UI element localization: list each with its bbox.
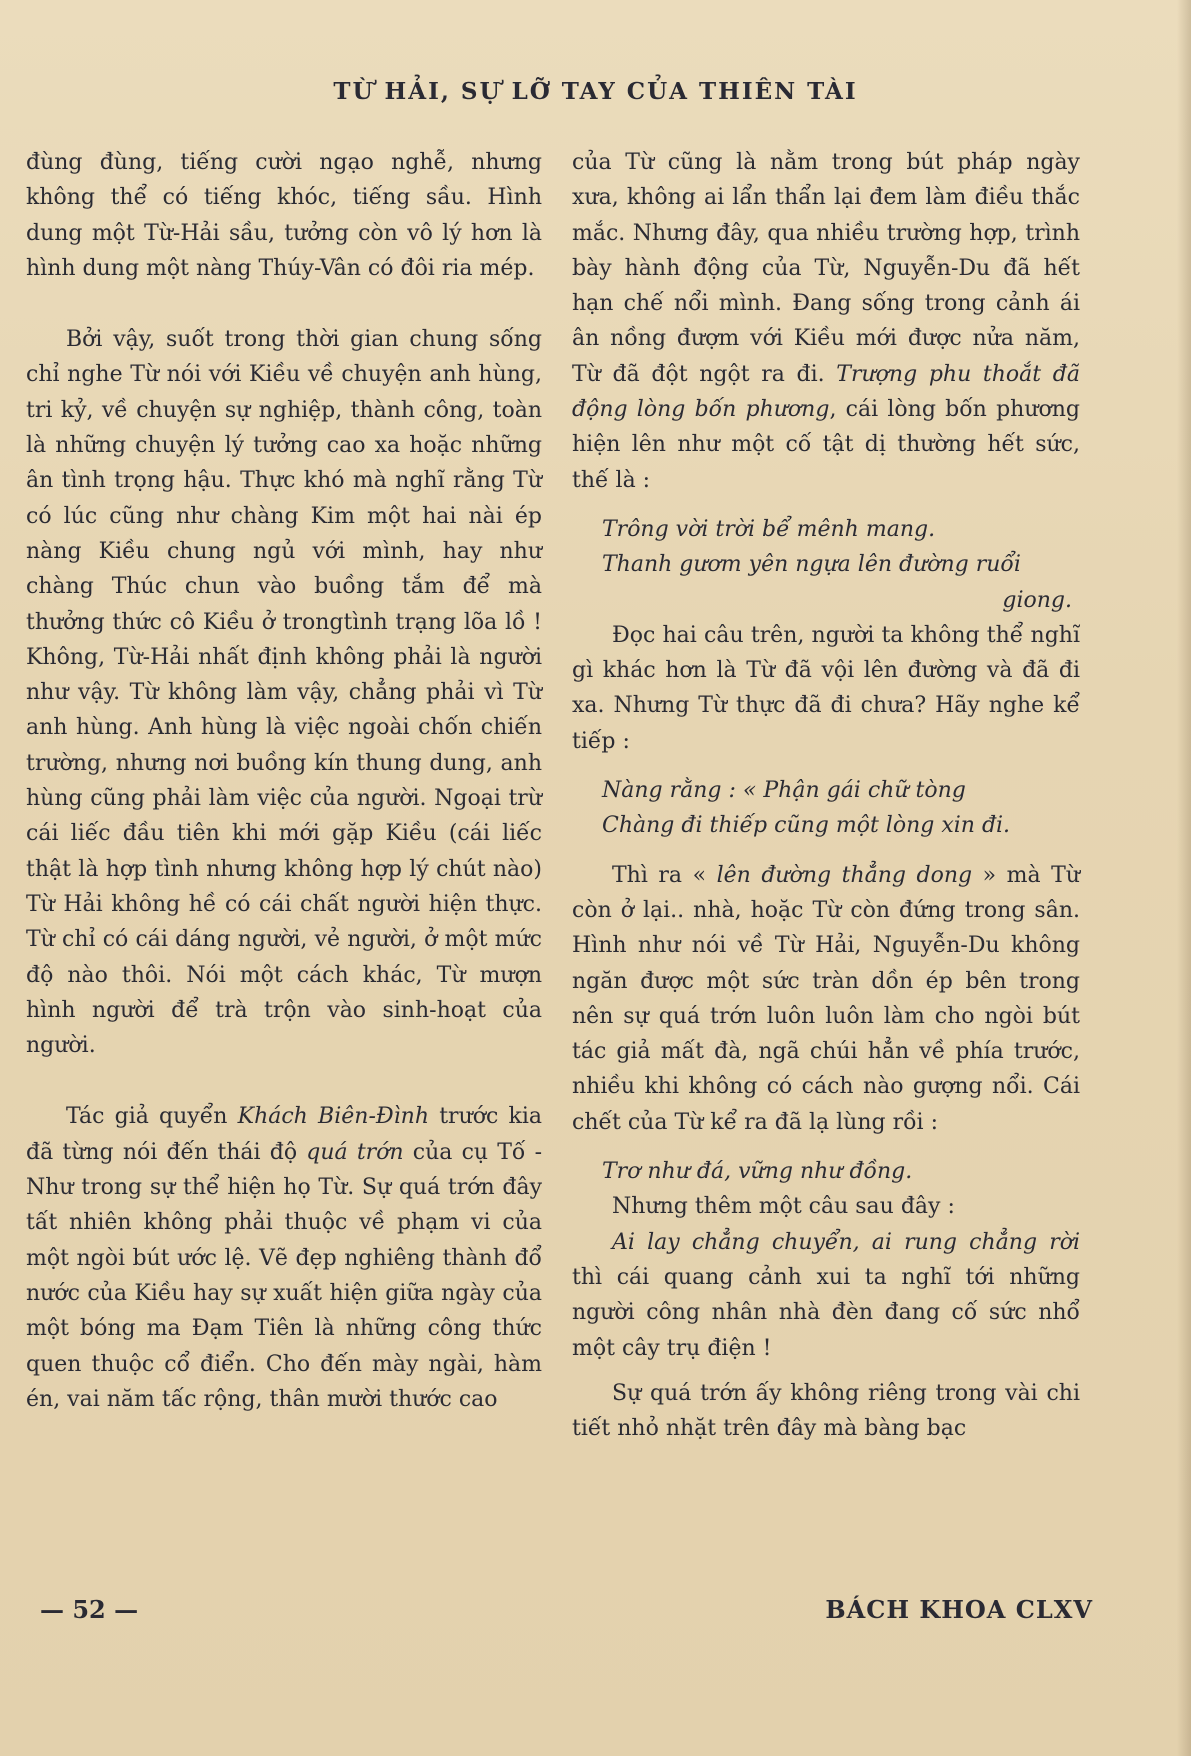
right-column	[572, 145, 1080, 1446]
right-paragraph-3-text-b: » mà Từ còn ở lại.. nhà, hoặc Từ còn đứng trong sân. Hình như nói về Từ Hải, Nguyễn-Du không ngăn được một sức tràn dồn ép bên trong nên sự quá trớn luôn luôn làm cho ngòi bút tác giả mất đà, ngã chúi hẳn về phía trước, nhiều khi không có cách nào gượng nổi. Cái chết của Từ kể ra đã lạ lùng rồi :	[572, 862, 1080, 1135]
left-paragraph-3-text-c: của cụ Tố - Như trong sự thể hiện họ Từ. Sự quá trớn đây tất nhiên không phải thuộc về phạm vi của một ngòi bút ước lệ. Vẽ đẹp nghiêng thành đổ nước của Kiều hay sự xuất hiện giữa ngày của một bóng ma Đạm Tiên là những công thức quen thuộc cổ điển. Cho đến mày ngài, hàm én, vai năm tấc rộng, thân mười thước cao	[26, 1139, 542, 1412]
right-paragraph-1	[572, 145, 1080, 498]
left-paragraph-3-text-a: Tác giả quyển	[66, 1104, 238, 1130]
right-paragraph-1-text-a: của Từ cũng là nằm trong bút pháp ngày xưa, không ai lẩn thẩn lại đem làm điều thắc mắc. Nhưng đây, qua nhiều trường hợp, trình bày hành động của Từ, Nguyễn-Du đã hết hạn chế nổi mình. Đang sống trong cảnh ái ân nồng đượm với Kiều mới được nửa năm, Từ đã đột ngột ra đi.	[572, 150, 1080, 387]
verse-1-line-1: Trông vời trời bể mênh mang.	[602, 516, 936, 542]
verse-2-line-2: Chàng đi thiếp cũng một lòng xin đi.	[602, 813, 1011, 839]
left-paragraph-1: đùng đùng, tiếng cười ngạo nghễ, nhưng không thể có tiếng khóc, tiếng sầu. Hình dung một Từ-Hải sầu, tưởng còn vô lý hơn là hình dung một nàng Thúy-Vân có đôi ria mép.	[26, 150, 542, 281]
right-paragraph-2: Đọc hai câu trên, người ta không thể nghĩ gì khác hơn là Từ đã vội lên đường và đã đi xa. Nhưng Từ thực đã đi chưa? Hãy nghe kể tiếp :	[572, 622, 1080, 754]
verse-1-line-2: Thanh gươm yên ngựa lên đường ruổi	[602, 552, 1021, 578]
running-head-title: TỪ HẢI, SỰ LỠ TAY CỦA THIÊN TÀI	[333, 78, 858, 105]
verse-2-lead: Nàng rằng : «	[602, 778, 764, 804]
magazine-issue: BÁCH KHOA CLXV	[825, 1595, 1093, 1624]
quote-truong-phu: Trượng phu thoắt đã động lòng bốn phương	[572, 361, 1080, 423]
term-qua-tron: quá trớn	[306, 1139, 404, 1165]
right-paragraph-3	[572, 858, 1080, 1140]
right-paragraph-5	[572, 1225, 1080, 1366]
quote-ai-lay: Ai lay chẳng chuyển, ai rung chẳng rời	[612, 1229, 1080, 1255]
right-paragraph-5-text: thì cái quang cảnh xui ta nghĩ tới những người công nhân nhà đèn đang cố sức nhổ một cây trụ điện !	[572, 1264, 1080, 1361]
verse-1	[602, 512, 1080, 618]
verse-2-line-1: Phận gái chữ tòng	[763, 778, 966, 804]
verse-1-line-2-tail: giong.	[1002, 587, 1072, 613]
verse-3: Trơ như đá, vững như đồng.	[602, 1159, 913, 1185]
right-paragraph-3-text-a: Thì ra «	[612, 862, 717, 888]
left-paragraph-3-text-b: trước kia đã từng nói đến thái độ	[26, 1104, 542, 1165]
right-paragraph-4: Nhưng thêm một câu sau đây :	[612, 1194, 955, 1220]
right-paragraph-6: Sự quá trớn ấy không riêng trong vài chi tiết nhỏ nhặt trên đây mà bàng bạc	[572, 1380, 1080, 1442]
left-column	[26, 145, 542, 1417]
left-paragraph-3	[26, 1099, 542, 1417]
left-paragraph-2: Bởi vậy, suốt trong thời gian chung sống chỉ nghe Từ nói với Kiều về chuyện anh hùng, tri kỷ, về chuyện sự nghiệp, thành công, toàn là những chuyện lý tưởng cao xa hoặc những ân tình trọng hậu. Thực khó mà nghĩ rằng Từ có lúc cũng như chàng Kim một hai nài ép nàng Kiều chung ngủ với mình, hay như chàng Thúc chun vào buồng tắm để mà thưởng thức cô Kiều ở trongtình trạng lõa lồ ! Không, Từ-Hải nhất định không phải là người như vậy. Từ không làm vậy, chẳng phải vì Từ anh hùng. Anh hùng là việc ngoài chốn chiến trường, nhưng nơi buồng kín thung dung, anh hùng cũng phải làm việc của người. Ngoại trừ cái liếc đầu tiên khi mới gặp Kiều (cái liếc thật là hợp tình nhưng không hợp lý chút nào) Từ Hải không hề có cái chất người hiện thực. Từ chỉ có cái dáng người, vẻ người, ở một mức độ nào thôi. Nói một cách khác, Từ mượn hình người để trà trộn vào sinh-hoạt của người.	[26, 327, 542, 1059]
book-title: Khách Biên-Đình	[237, 1104, 430, 1130]
quote-len-duong: lên đường thẳng dong	[716, 862, 973, 888]
page-number: — 52 —	[40, 1595, 139, 1624]
right-paragraph-1-text-b: , cái lòng bốn phương hiện lên như một cố tật dị thường hết sức, thế là :	[572, 397, 1080, 493]
verse-2	[602, 773, 1080, 844]
